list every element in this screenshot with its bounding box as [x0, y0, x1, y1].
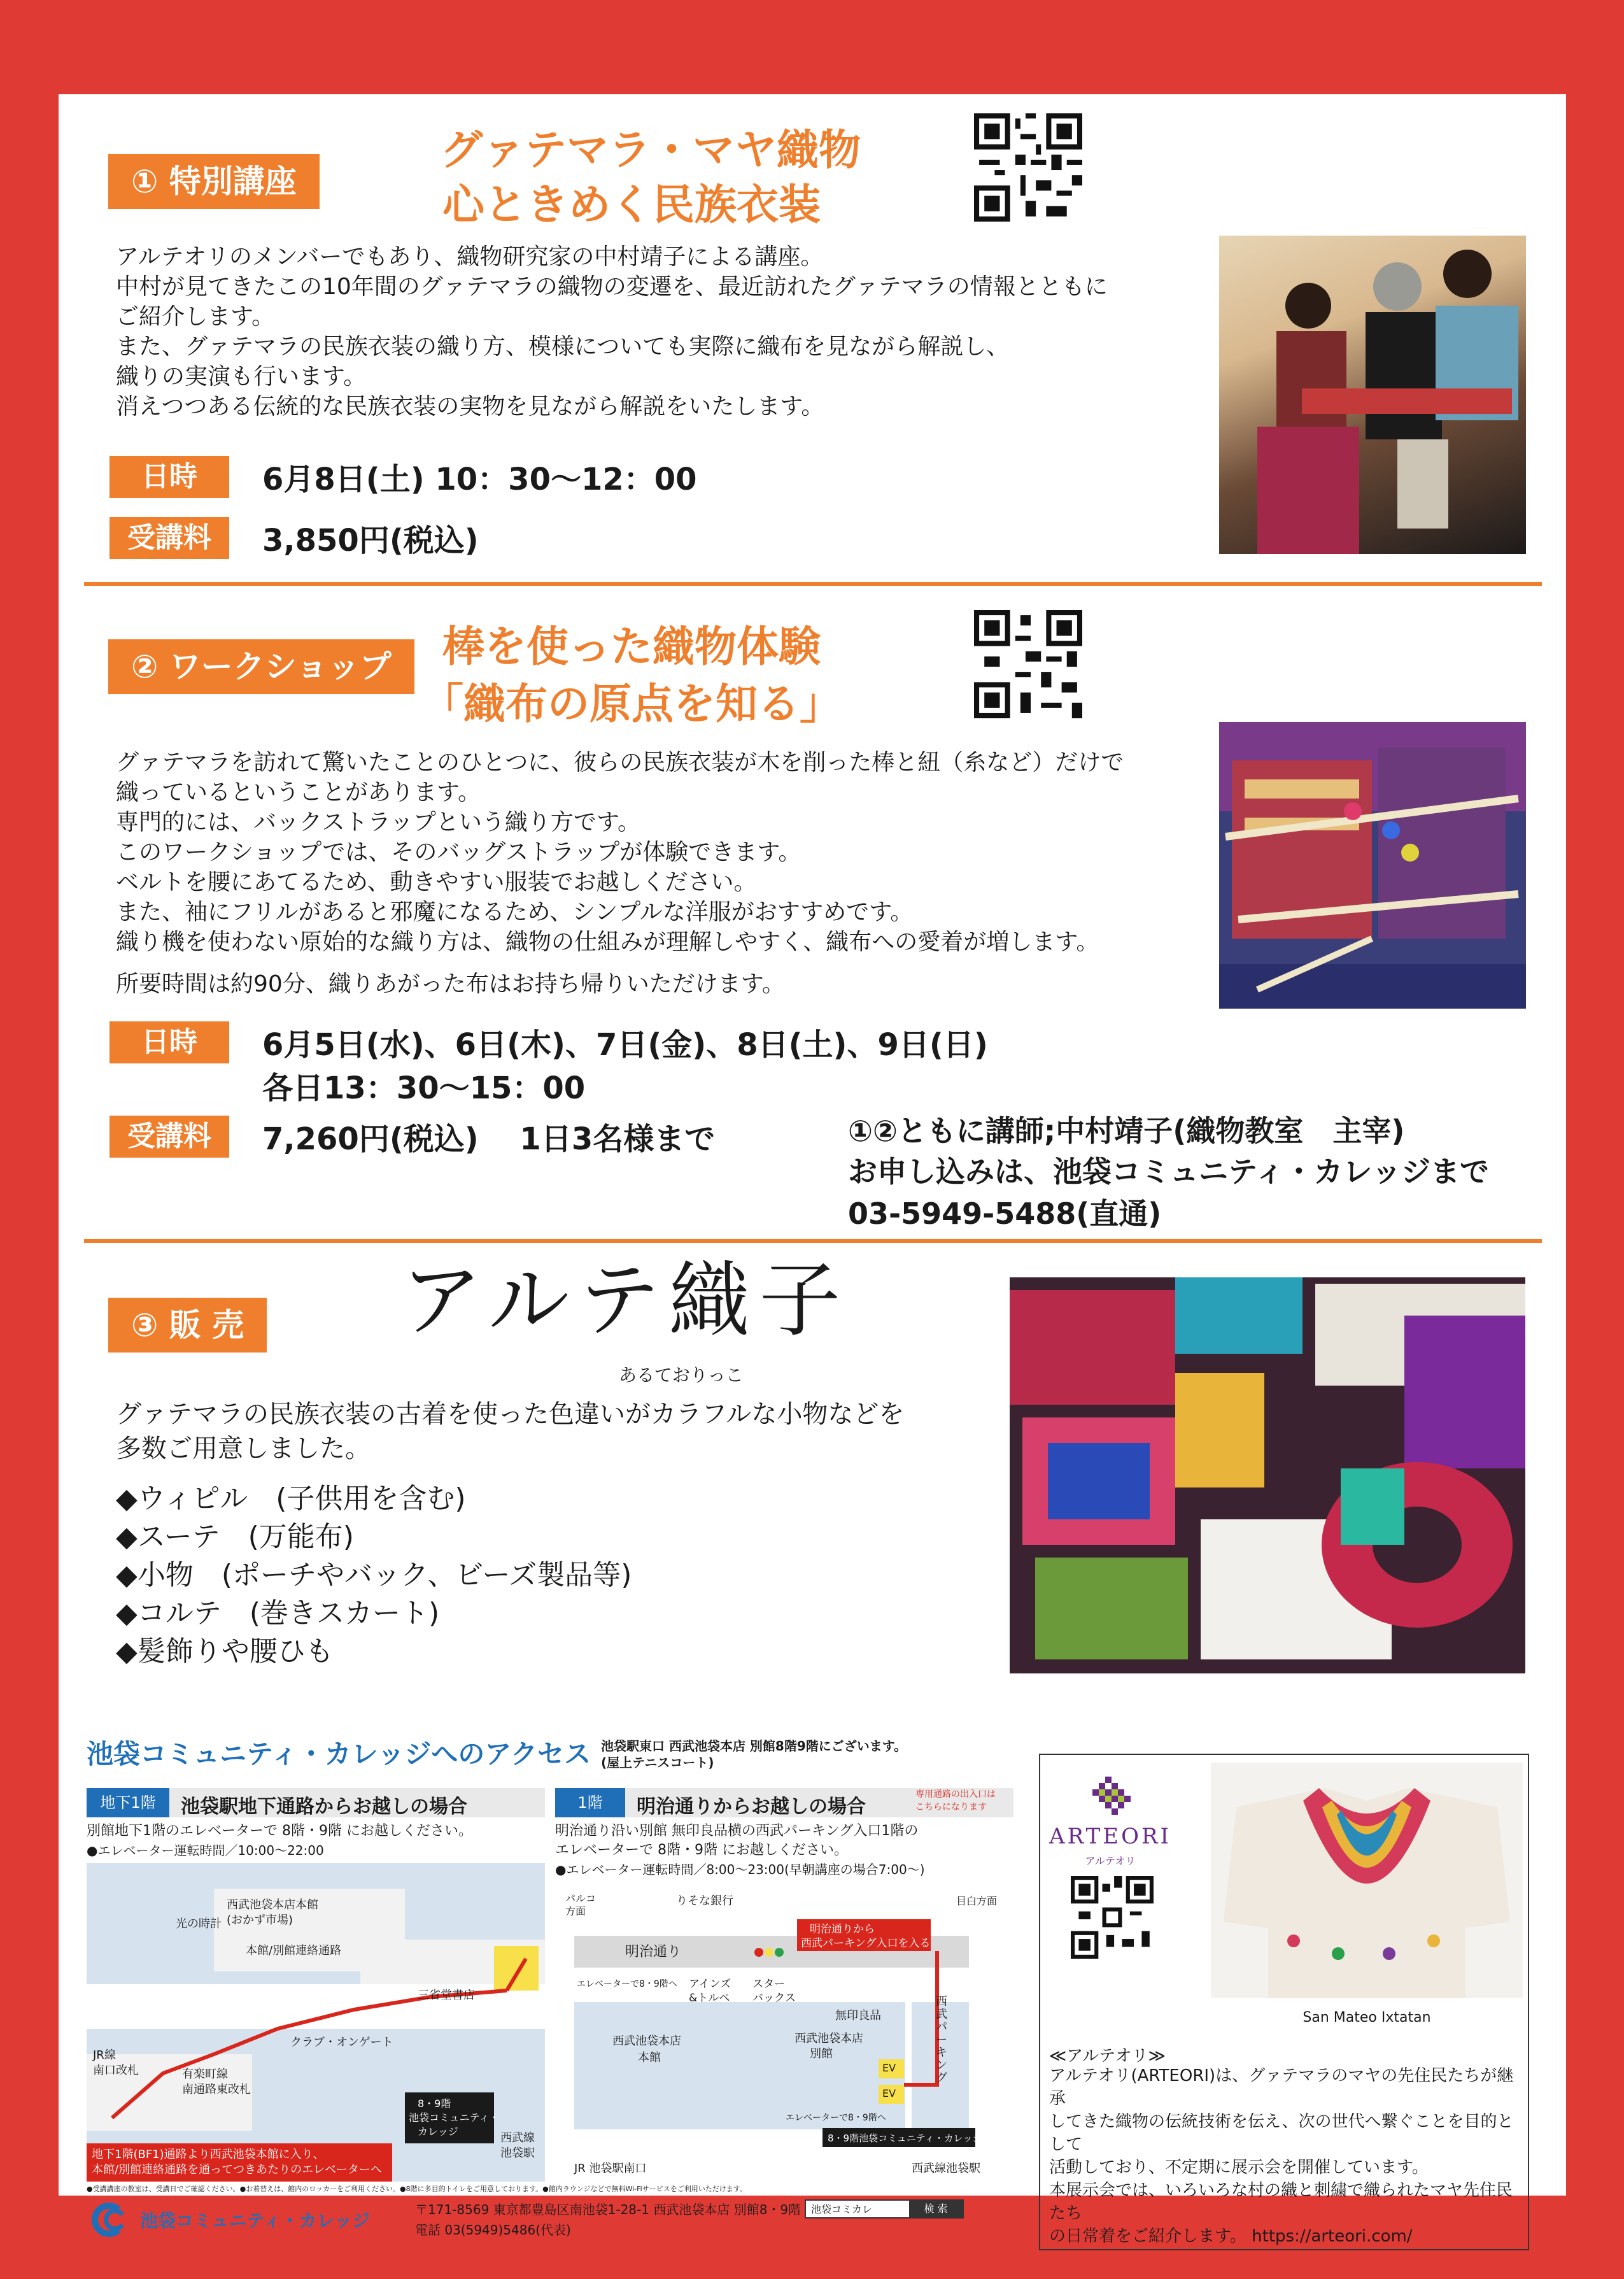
map-label: 有楽町線	[182, 2068, 228, 2081]
arteori-text-title: ≪アルテオリ≫	[1049, 2047, 1166, 2066]
map-label: 8・9階池袋コミュニティ・カレッジ	[828, 2133, 982, 2144]
f1-instruction-2: エレベーターで 8階・9階 にお越しください。	[555, 1842, 848, 1858]
f1-map	[555, 1881, 1013, 2182]
section2-title-line2: 「織布の原点を知る」	[421, 679, 842, 728]
map-label: 8・9階	[418, 2098, 451, 2110]
sales-item: ◆小物 (ポーチやバック、ビーズ製品等)	[116, 1559, 632, 1591]
f1-head: 明治通りからお越しの場合	[637, 1796, 866, 1818]
sales-item-list	[116, 1480, 632, 1671]
map-label: 池袋駅	[500, 2147, 535, 2160]
f1-instruction: 明治通り沿い別館 無印良品横の西武パーキング入口1階の	[555, 1823, 919, 1839]
section2-date-value1: 6月5日(水)、6日(木)、7日(金)、8日(土)、9日(日)	[262, 1027, 988, 1063]
map-route-note: 地下1階(BF1)通路より西武池袋本館に入り、	[92, 2148, 325, 2161]
f1-header	[555, 1788, 1013, 1817]
textile-goods-photo	[1010, 1277, 1525, 1673]
map-label: 池袋コミュニティ・	[409, 2112, 500, 2124]
weaving-lesson-photo	[1219, 236, 1526, 554]
arteori-logo-icon	[1092, 1777, 1131, 1815]
flyer-sheet	[59, 94, 1566, 2246]
map-label: エレベーターで8・9階へ	[786, 2113, 886, 2123]
f1-tag: 1階	[555, 1788, 625, 1817]
map-label: バックス	[752, 1992, 796, 2005]
map-label: クラブ・オンゲート	[290, 2036, 393, 2049]
section2-date-value2: 各日13：30〜15：00	[262, 1070, 586, 1106]
map-label: 西武線池袋駅	[912, 2162, 980, 2175]
arteori-name: ARTEORI	[1049, 1824, 1171, 1849]
section2-duration: 所要時間は約90分、織りあがった布はお持ち帰りいただけます。	[116, 971, 785, 997]
f1-head-note: 専用通路の出入口は	[915, 1789, 996, 1800]
college-phone: 電話 03(5949)5486(代表)	[415, 2222, 571, 2238]
phone-number[interactable]: 03-5949-5488(直通)	[848, 1196, 1162, 1231]
section3-description: グァテマラの民族衣装の古着を使った色違いがカラフルな小物などを 多数ご用意しました。	[116, 1400, 905, 1463]
instructor-info: ①②ともに講師;中村靖子(織物教室 主宰)	[848, 1114, 1405, 1148]
map-label: &トルペ	[689, 1992, 730, 2005]
search-button[interactable]: 検 索	[909, 2201, 963, 2217]
college-name: 池袋コミュニティ・カレッジ	[140, 2210, 370, 2231]
map-label: 西武線	[500, 2131, 535, 2145]
section3-badge: ③ 販 売	[108, 1298, 267, 1352]
sales-item: ◆コルテ (巻きスカート)	[116, 1597, 440, 1629]
qr-code-2[interactable]	[974, 610, 1082, 718]
map-label: エレベーターで8・9階へ	[577, 1979, 677, 1989]
section1-date-value: 6月8日(土) 10：30〜12：00	[262, 462, 697, 497]
b1-header	[87, 1788, 545, 1817]
arteori-box	[1039, 1754, 1529, 2250]
section2-description: グァテマラを訪れて驚いたことのひとつに、彼らの民族衣装が木を削った棒と紐（糸など）だけで 織っているということがあります。 専門的には、バックストラップという織り方です。 このワークショップでは、そのバッグストラップが体験できます。 ベルトを腰にあてるため、動きやすい服装でお越しください。 また、袖にフリルがあると邪魔になるため、シンプルな洋服がおすすめです。 織り機を使わない原始的な織り方は、織物の仕組みが理解しやすく、織布への愛着が増します。	[116, 749, 1124, 955]
arte-oriko-logo-reading: あるておりっこ	[619, 1365, 744, 1386]
huipil-photo	[1211, 1763, 1523, 1998]
section1-description: アルテオリのメンバーでもあり、織物研究家の中村靖子による講座。 中村が見てきたこの10年間のグァテマラの織物の変遷を、最近訪れたグァテマラの情報とともに ご紹介します。 また、グァテマラの民族衣装の織り方、模様についても実際に織布を見ながら解説し、 織りの実演も行います。 消えつつある伝統的な民族衣装の実物を見ながら解説をいたします。	[116, 244, 1108, 420]
map-label: 別館	[810, 2047, 833, 2061]
access-note: 池袋駅東口 西武池袋本店 別館8階9階にございます。	[601, 1738, 907, 1754]
section1-badge: ① 特別講座	[108, 154, 320, 209]
college-address: 〒171-8569 東京都豊島区南池袋1-28-1 西武池袋本店 別館8・9階	[415, 2202, 801, 2217]
map-label: 三省堂書店	[418, 1989, 475, 2002]
map-label: 南通路東改札	[182, 2083, 251, 2096]
section1-fee-value: 3,850円(税込)	[262, 523, 479, 558]
divider-2	[84, 1239, 1542, 1243]
divider-1	[84, 582, 1542, 586]
map-label: JR線	[93, 2048, 116, 2062]
map-label: JR 池袋駅南口	[574, 2162, 647, 2175]
map-route-note: 本館/別館連絡通路を通ってつきあたりのエレベーターへ	[92, 2163, 383, 2176]
map-label: アインズ	[689, 1978, 731, 1991]
section2-fee-label: 受講料	[109, 1116, 229, 1158]
arteori-kana: アルテオリ	[1085, 1855, 1136, 1867]
b1-map	[87, 1863, 545, 2182]
map-label: 西武池袋本店	[612, 2034, 681, 2048]
arteori-description: アルテオリ(ARTEORI)は、グァテマラのマヤの先住民たちが継承 してきた織物の伝統技術を伝え、次の世代へ繋ぐことを目的として 活動しており、不定期に展示会を開催しています。 本展示会では、いろいろな村の織と刺繍で織られたマヤ先住民たち の日常着をご紹介します。 https://arteori.com/	[1049, 2066, 1514, 2246]
huipil-caption: San Mateo Ixtatan	[1303, 2010, 1431, 2026]
map-label: 西武池袋本店本館	[227, 1898, 318, 1912]
b1-head: 池袋駅地下通路からお越しの場合	[181, 1796, 467, 1818]
section1-date-label: 日時	[109, 456, 229, 498]
f1-head-note-2: こちらになります	[915, 1802, 987, 1812]
map-label: (おかず市場)	[227, 1913, 293, 1927]
section2-title-line1: 棒を使った織物体験	[442, 622, 821, 671]
map-label: 本館	[638, 2051, 661, 2064]
section1-title-line1: グァテマラ・マヤ織物	[441, 125, 861, 174]
access-footnote: ●受講講座の教室は、受講日でご確認ください。●お着替えは、館内のロッカーをご利用ください。●8階に多目的トイレをご用意しております。●館内ラウンジなどで無料Wi-Fiサービスをご利用いただけます。	[87, 2185, 747, 2193]
access-title: 池袋コミュニティ・カレッジへのアクセス	[87, 1738, 591, 1770]
application-info: お申し込みは、池袋コミュニティ・カレッジまで	[848, 1154, 1489, 1189]
map-label: 西武パーキング	[936, 1995, 947, 2085]
backstrap-loom-photo	[1219, 722, 1526, 1009]
access-note-2: (屋上テニスコート)	[601, 1755, 714, 1770]
map-label: 本館/別館連絡通路	[246, 1944, 342, 1957]
map-label: 目白方面	[956, 1895, 998, 1907]
b1-hours: ●エレベーター運転時間／10:00〜22:00	[87, 1843, 324, 1858]
elevator-icon: EV	[882, 2087, 896, 2099]
map-label: カレッジ	[418, 2126, 458, 2138]
b1-instruction: 別館地下1階のエレベーターで 8階・9階 にお越しください。	[87, 1823, 472, 1839]
map-label: 南口改札	[93, 2064, 139, 2077]
sales-item: ◆スーテ (万能布)	[116, 1521, 354, 1553]
map-label: りそな銀行	[676, 1894, 733, 1908]
search-box-text: 池袋コミカレ	[811, 2203, 873, 2215]
map-label: パルコ	[565, 1892, 597, 1905]
map-label: 光の時計	[176, 1917, 222, 1931]
arte-oriko-logo: アルテ織子	[400, 1253, 850, 1348]
search-box[interactable]	[805, 2199, 964, 2219]
b1-tag: 地下1階	[87, 1788, 169, 1817]
map-label: 西武パーキング入口を入る	[801, 1937, 931, 1950]
map-label: スター	[752, 1978, 785, 1991]
map-label: 明治通り	[625, 1944, 682, 1960]
map-label: 方面	[565, 1905, 586, 1917]
f1-hours: ●エレベーター運転時間／8:00〜23:00(早朝講座の場合7:00〜)	[555, 1862, 925, 1877]
section1-title-line2: 心ときめく民族衣装	[442, 180, 821, 229]
sales-item: ◆髪飾りや腰ひも	[116, 1635, 334, 1668]
map-label: 明治通りから	[810, 1923, 875, 1936]
qr-code-1[interactable]	[974, 113, 1082, 222]
map-label: 無印良品	[835, 2009, 881, 2022]
qr-code-arteori[interactable]	[1071, 1876, 1154, 1959]
map-label: 西武池袋本店	[794, 2032, 863, 2045]
section2-badge: ② ワークショップ	[108, 639, 414, 694]
sales-item: ◆ウィピル (子供用を含む)	[116, 1482, 466, 1515]
section1-fee-label: 受講料	[109, 517, 229, 559]
elevator-icon: EV	[882, 2062, 896, 2074]
section2-date-label: 日時	[109, 1021, 229, 1063]
college-logo-icon	[89, 2201, 127, 2239]
section2-fee-value: 7,260円(税込) 1日3名様まで	[262, 1121, 716, 1157]
